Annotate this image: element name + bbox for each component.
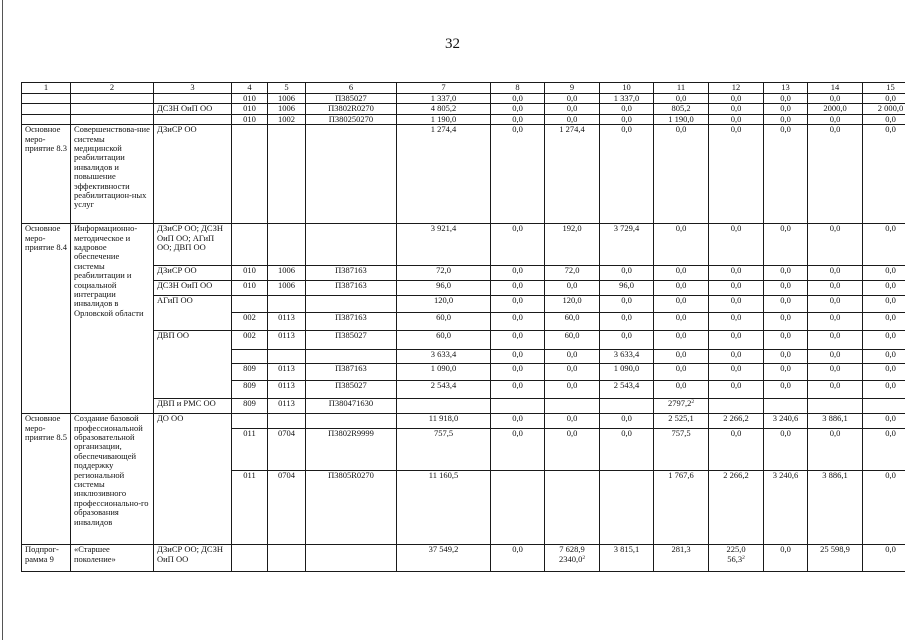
cell-value: 0,0 (709, 350, 764, 364)
cell-value: 0,0 (863, 313, 905, 331)
cell-value: 0,0 (491, 545, 545, 572)
cell-value: 0,0 (654, 331, 709, 350)
cell-value: 0,0 (709, 429, 764, 471)
cell-target-code: П380471630 (306, 399, 397, 414)
column-header: 4 (232, 83, 268, 94)
cell-value: 0,0 (808, 331, 863, 350)
cell-value: 0,0 (709, 125, 764, 224)
cell-ministry-code: 809 (232, 381, 268, 399)
cell-empty (22, 104, 71, 114)
table-row (22, 224, 905, 266)
cell-target-code: П385027 (306, 381, 397, 399)
cell-empty (268, 350, 306, 364)
cell-target-code: П3802R0270 (306, 104, 397, 114)
cell-empty (306, 545, 397, 572)
cell-value: 0,0 (654, 224, 709, 266)
cell-value: 72,0 (545, 266, 600, 281)
cell-empty (491, 471, 545, 545)
cell-total: 3 633,4 (397, 350, 491, 364)
cell-value: 0,0 (545, 114, 600, 124)
cell-empty (306, 350, 397, 364)
cell-value: 25 598,9 (808, 545, 863, 572)
cell-value: 0,0 (491, 281, 545, 296)
table-row (22, 125, 905, 224)
cell-value: 0,0 (600, 331, 654, 350)
cell-value: 0,0 (764, 266, 808, 281)
cell-value: 0,0 (654, 381, 709, 399)
cell-value: 2 266,2 (709, 471, 764, 545)
cell-empty (863, 399, 905, 414)
cell-value: 0,0 (545, 104, 600, 114)
cell-value: 0,0 (764, 104, 808, 114)
cell-value: 0,0 (491, 350, 545, 364)
cell-value: 0,0 (600, 313, 654, 331)
cell-value: 0,0 (764, 296, 808, 313)
cell-value: 0,0 (764, 281, 808, 296)
cell-value: 0,0 (709, 281, 764, 296)
cell-value: 0,0 (764, 125, 808, 224)
cell-value: 0,0 (709, 266, 764, 281)
cell-empty (154, 94, 232, 104)
cell-empty (709, 399, 764, 414)
cell-total: 1 274,4 (397, 125, 491, 224)
cell-value-multi (545, 545, 600, 572)
cell-value: 0,0 (709, 331, 764, 350)
cell-empty (397, 399, 491, 414)
cell-section-code: 0113 (268, 399, 306, 414)
cell-value: 0,0 (764, 364, 808, 381)
cell-executor: ДО ОО (154, 414, 232, 545)
cell-value: 0,0 (545, 281, 600, 296)
cell-value: 0,0 (654, 266, 709, 281)
cell-value: 0,0 (491, 94, 545, 104)
cell-ministry-code: 010 (232, 94, 268, 104)
cell-value: 0,0 (491, 125, 545, 224)
cell-ministry-code: 010 (232, 281, 268, 296)
cell-measure-description: Совершенствова-ние системы медицинской реабилитации инвалидов и повышение эффективности реабилитацион-ных услуг (71, 125, 154, 224)
cell-empty (71, 114, 154, 124)
cell-value: 3 633,4 (600, 350, 654, 364)
table-row (22, 296, 905, 313)
cell-ministry-code: 011 (232, 471, 268, 545)
cell-value: 805,2 (654, 104, 709, 114)
cell-target-code: П3805R0270 (306, 471, 397, 545)
cell-value: 0,0 (491, 381, 545, 399)
cell-value: 0,0 (764, 114, 808, 124)
cell-executor: ДЗиСР ОО; ДСЗН ОиП ОО; АГиП ОО; ДВП ОО (154, 224, 232, 266)
cell-value: 0,0 (600, 104, 654, 114)
cell-section-code: 1006 (268, 104, 306, 114)
cell-value: 0,0 (863, 94, 905, 104)
cell-value-with-footnote (654, 399, 709, 414)
cell-value: 2340,0 (558, 553, 583, 564)
cell-value: 2 543,4 (600, 381, 654, 399)
cell-value: 0,0 (709, 224, 764, 266)
column-header: 11 (654, 83, 709, 94)
footnote-mark: 2 (691, 399, 695, 406)
cell-total: 3 921,4 (397, 224, 491, 266)
cell-value: 0,0 (808, 125, 863, 224)
cell-executor: ДЗиСР ОО (154, 266, 232, 281)
cell-value: 0,0 (491, 114, 545, 124)
column-header: 9 (545, 83, 600, 94)
cell-empty (268, 125, 306, 224)
cell-value: 0,0 (863, 414, 905, 429)
cell-total: 120,0 (397, 296, 491, 313)
cell-value: 2797,2 (667, 398, 692, 409)
cell-value: 0,0 (491, 331, 545, 350)
cell-value: 0,0 (808, 94, 863, 104)
cell-value: 0,0 (600, 429, 654, 471)
cell-value: 0,0 (654, 364, 709, 381)
cell-value: 0,0 (808, 266, 863, 281)
cell-executor: ДСЗН ОиП ОО (154, 281, 232, 296)
cell-value: 7 628,9 (559, 544, 585, 555)
cell-value: 0,0 (654, 125, 709, 224)
cell-total: 60,0 (397, 331, 491, 350)
cell-value: 0,0 (808, 281, 863, 296)
cell-target-code: П387163 (306, 281, 397, 296)
cell-total: 757,5 (397, 429, 491, 471)
cell-value: 0,0 (808, 429, 863, 471)
cell-executor: ДЗиСР ОО; ДСЗН ОиП ОО (154, 545, 232, 572)
page-number: 32 (445, 36, 460, 52)
cell-value: 2 525,1 (654, 414, 709, 429)
cell-value: 3 240,6 (764, 414, 808, 429)
cell-value: 0,0 (491, 266, 545, 281)
cell-target-code: П387163 (306, 364, 397, 381)
table-row (22, 545, 905, 572)
cell-value: 0,0 (863, 266, 905, 281)
cell-value: 0,0 (709, 296, 764, 313)
cell-ministry-code: 809 (232, 364, 268, 381)
cell-value: 3 815,1 (600, 545, 654, 572)
cell-value: 0,0 (600, 296, 654, 313)
table-row (22, 399, 905, 414)
cell-total: 72,0 (397, 266, 491, 281)
cell-value: 1 337,0 (600, 94, 654, 104)
cell-empty (232, 224, 268, 266)
cell-measure-title: Основное меро-приятие 8.5 (22, 414, 71, 545)
cell-value: 0,0 (654, 350, 709, 364)
cell-empty (268, 545, 306, 572)
cell-value: 192,0 (545, 224, 600, 266)
cell-total: 1 337,0 (397, 94, 491, 104)
cell-empty (491, 399, 545, 414)
cell-value: 0,0 (764, 331, 808, 350)
cell-empty (268, 296, 306, 313)
cell-value: 0,0 (545, 94, 600, 104)
cell-value: 0,0 (600, 266, 654, 281)
cell-executor: ДСЗН ОиП ОО (154, 104, 232, 114)
column-header: 10 (600, 83, 654, 94)
cell-value: 0,0 (491, 414, 545, 429)
cell-value: 2 000,0 (863, 104, 905, 114)
cell-value: 0,0 (709, 104, 764, 114)
cell-empty (545, 399, 600, 414)
cell-empty (306, 224, 397, 266)
cell-empty (306, 414, 397, 429)
cell-empty (232, 414, 268, 429)
cell-measure-description: Создание базовой профессиональной образовательной организации, обеспечивающей поддержку региональной системы инклюзивного профессионально-го образования инвалидов (71, 414, 154, 545)
column-header: 7 (397, 83, 491, 94)
cell-total: 4 805,2 (397, 104, 491, 114)
cell-section-code: 0704 (268, 429, 306, 471)
cell-value: 0,0 (600, 125, 654, 224)
cell-empty (232, 545, 268, 572)
cell-value: 0,0 (709, 364, 764, 381)
cell-value: 1 190,0 (654, 114, 709, 124)
cell-measure-description: «Старшее поколение» (71, 545, 154, 572)
page-left-border-line (2, 0, 3, 640)
cell-value: 0,0 (863, 224, 905, 266)
cell-executor: ДВП и РМС ОО (154, 399, 232, 414)
table-row (22, 94, 905, 104)
cell-measure-title: Основное меро-приятие 8.3 (22, 125, 71, 224)
cell-value: 0,0 (808, 114, 863, 124)
column-header: 1 (22, 83, 71, 94)
cell-empty (306, 125, 397, 224)
cell-value: 0,0 (491, 296, 545, 313)
cell-empty (545, 471, 600, 545)
cell-section-code: 0113 (268, 381, 306, 399)
cell-value: 0,0 (764, 350, 808, 364)
cell-target-code: П385027 (306, 331, 397, 350)
cell-target-code: П387163 (306, 313, 397, 331)
cell-value: 0,0 (491, 364, 545, 381)
cell-value: 0,0 (863, 429, 905, 471)
cell-value: 3 240,6 (764, 471, 808, 545)
cell-empty (306, 296, 397, 313)
cell-value: 0,0 (764, 381, 808, 399)
cell-total: 11 918,0 (397, 414, 491, 429)
cell-value-multi (709, 545, 764, 572)
cell-value: 0,0 (863, 296, 905, 313)
cell-value: 0,0 (863, 364, 905, 381)
cell-value: 0,0 (491, 313, 545, 331)
cell-value: 1 090,0 (600, 364, 654, 381)
cell-value: 0,0 (863, 471, 905, 545)
cell-value: 0,0 (808, 224, 863, 266)
column-header: 5 (268, 83, 306, 94)
cell-total: 1 090,0 (397, 364, 491, 381)
cell-empty (268, 224, 306, 266)
cell-value-with-footnote (711, 555, 761, 564)
cell-value: 0,0 (764, 94, 808, 104)
cell-value: 0,0 (709, 114, 764, 124)
column-header: 3 (154, 83, 232, 94)
cell-value: 0,0 (863, 350, 905, 364)
cell-value: 0,0 (808, 350, 863, 364)
cell-empty (268, 414, 306, 429)
cell-executor: ДЗиСР ОО (154, 125, 232, 224)
cell-value: 2 266,2 (709, 414, 764, 429)
cell-target-code: П3802R9999 (306, 429, 397, 471)
cell-empty (154, 114, 232, 124)
cell-target-code: П380250270 (306, 114, 397, 124)
cell-section-code: 0704 (268, 471, 306, 545)
cell-value: 0,0 (491, 429, 545, 471)
cell-value: 0,0 (654, 281, 709, 296)
column-header: 14 (808, 83, 863, 94)
cell-value: 0,0 (808, 313, 863, 331)
cell-value-with-footnote (547, 555, 597, 564)
cell-empty (808, 399, 863, 414)
cell-value: 281,3 (654, 545, 709, 572)
cell-value: 3 886,1 (808, 414, 863, 429)
cell-value: 0,0 (545, 429, 600, 471)
cell-value: 0,0 (764, 545, 808, 572)
column-header: 15 (863, 83, 905, 94)
cell-value: 0,0 (863, 281, 905, 296)
cell-measure-title: Основное меро-приятие 8.4 (22, 224, 71, 414)
cell-empty (600, 471, 654, 545)
cell-executor: ДВП ОО (154, 331, 232, 399)
cell-empty (232, 125, 268, 224)
cell-empty (71, 104, 154, 114)
cell-value: 0,0 (545, 364, 600, 381)
table-row (22, 104, 905, 114)
cell-total: 37 549,2 (397, 545, 491, 572)
cell-target-code: П387163 (306, 266, 397, 281)
cell-value: 120,0 (545, 296, 600, 313)
cell-section-code: 1002 (268, 114, 306, 124)
cell-value: 1 274,4 (545, 125, 600, 224)
cell-value: 0,0 (863, 545, 905, 572)
cell-ministry-code: 011 (232, 429, 268, 471)
cell-value: 60,0 (545, 331, 600, 350)
cell-value: 0,0 (764, 224, 808, 266)
cell-value: 0,0 (863, 114, 905, 124)
cell-ministry-code: 010 (232, 104, 268, 114)
footnote-mark: 2 (742, 554, 745, 561)
cell-value: 0,0 (491, 224, 545, 266)
cell-ministry-code: 002 (232, 313, 268, 331)
cell-value: 0,0 (764, 429, 808, 471)
cell-value: 0,0 (808, 364, 863, 381)
cell-value: 0,0 (709, 381, 764, 399)
cell-value: 3 729,4 (600, 224, 654, 266)
cell-empty (600, 399, 654, 414)
cell-value: 0,0 (600, 414, 654, 429)
cell-ministry-code: 010 (232, 114, 268, 124)
cell-target-code: П385027 (306, 94, 397, 104)
cell-value: 0,0 (863, 331, 905, 350)
cell-value: 3 886,1 (808, 471, 863, 545)
cell-value: 0,0 (808, 381, 863, 399)
cell-empty (232, 296, 268, 313)
cell-total: 11 160,5 (397, 471, 491, 545)
table-row (22, 281, 905, 296)
cell-ministry-code: 809 (232, 399, 268, 414)
cell-section-code: 0113 (268, 331, 306, 350)
cell-executor: АГиП ОО (154, 296, 232, 331)
table-row (22, 331, 905, 350)
column-header: 8 (491, 83, 545, 94)
cell-ministry-code: 010 (232, 266, 268, 281)
cell-total: 96,0 (397, 281, 491, 296)
column-header: 2 (71, 83, 154, 94)
cell-value: 0,0 (764, 313, 808, 331)
cell-value: 0,0 (545, 381, 600, 399)
cell-value: 0,0 (654, 94, 709, 104)
cell-empty (71, 94, 154, 104)
column-header: 6 (306, 83, 397, 94)
cell-value: 0,0 (709, 313, 764, 331)
cell-value: 0,0 (600, 114, 654, 124)
cell-value: 0,0 (709, 94, 764, 104)
cell-empty (22, 94, 71, 104)
cell-value: 2000,0 (808, 104, 863, 114)
cell-value: 0,0 (808, 296, 863, 313)
table-row (22, 414, 905, 429)
cell-empty (232, 350, 268, 364)
table-row (22, 114, 905, 124)
cell-value: 0,0 (654, 296, 709, 313)
cell-value: 0,0 (545, 414, 600, 429)
table-row (22, 266, 905, 281)
cell-value: 225,0 (726, 544, 746, 555)
footnote-mark: 2 (582, 554, 586, 561)
cell-section-code: 1006 (268, 266, 306, 281)
cell-empty (22, 114, 71, 124)
cell-value: 0,0 (863, 125, 905, 224)
cell-value: 96,0 (600, 281, 654, 296)
cell-value: 56,3 (727, 553, 743, 564)
cell-value: 1 767,6 (654, 471, 709, 545)
cell-value: 0,0 (863, 381, 905, 399)
table-header-row (22, 83, 905, 94)
cell-total: 1 190,0 (397, 114, 491, 124)
cell-section-code: 0113 (268, 313, 306, 331)
cell-section-code: 1006 (268, 94, 306, 104)
column-header: 12 (709, 83, 764, 94)
cell-value: 60,0 (545, 313, 600, 331)
cell-empty (764, 399, 808, 414)
cell-value: 0,0 (491, 104, 545, 114)
cell-value: 757,5 (654, 429, 709, 471)
column-header: 13 (764, 83, 808, 94)
cell-measure-description: Информационно-методическое и кадровое обеспечение системы реабилитации и социальной интеграции инвалидов в Орловской области (71, 224, 154, 414)
cell-value: 0,0 (654, 313, 709, 331)
cell-ministry-code: 002 (232, 331, 268, 350)
cell-measure-title: Подпрог-рамма 9 (22, 545, 71, 572)
cell-value: 0,0 (545, 350, 600, 364)
cell-section-code: 1006 (268, 281, 306, 296)
cell-section-code: 0113 (268, 364, 306, 381)
budget-table (21, 82, 905, 572)
cell-total: 2 543,4 (397, 381, 491, 399)
cell-total: 60,0 (397, 313, 491, 331)
